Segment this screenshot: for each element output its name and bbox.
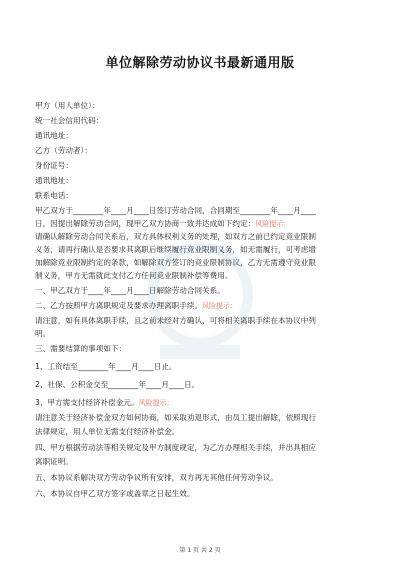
clause-3: 三、需要结算的事项如下： <box>35 344 127 353</box>
contract-date-line: 甲乙双方于________年____月____日签订劳动合同，合同期至________年____月____ <box>35 206 316 215</box>
party-b-label: 乙方（劳动者）： <box>35 146 92 155</box>
party-a-label: 甲方（用人单位）： <box>35 101 100 110</box>
credit-code-label: 统一社会信用代码： <box>35 116 104 125</box>
clause-5: 五、本协议系解决双方劳动争议所有安排，双方再无其他任何劳动争议。 <box>35 473 278 482</box>
party-a-address-label: 通讯地址： <box>35 131 73 140</box>
note-line-4: 制义务，甲方无需就此支付乙方任何竞业限制补偿等费用。 <box>35 271 233 280</box>
clause-3-item-3-line <box>35 398 375 408</box>
clause-2-note-1: 请注意，如有具体离职手续，且之前未经对方确认，可将相关离职手续在本协议中列 <box>35 316 316 325</box>
agreement-intro-line <box>35 219 375 229</box>
clause-3-item-1: 1、工资结至________年____月____日止。 <box>35 362 177 371</box>
note-line-3: 加解除竞业限制约定的条款，如解除双方签订的竞业限制协议，乙方无需遵守竞业限 <box>35 258 316 267</box>
clause-3-item-3: 3、甲方需支付经济补偿金元。 <box>35 398 139 407</box>
document-title: 单位解除劳动协议书最新通用版 <box>105 56 295 71</box>
phone-label: 联系电话： <box>35 191 73 200</box>
clause-4: 四、甲方根据劳动法等相关规定及甲方制度规定，为乙方办理相关手续，并出具相应 <box>35 443 316 452</box>
clause-3-note-2: 法律规定，用人单位无需支付经济补偿金。 <box>35 427 180 436</box>
page-footer: 第 1 页 共 2 页 <box>179 547 221 554</box>
clause-6: 六、本协议自甲乙双方签字或盖章之日起生效。 <box>35 489 195 498</box>
risk-warning-3: 风险提示： <box>138 399 174 407</box>
note-line-1: 请确认解除劳动合同关系后，双方具体权利义务的处理，如双方之前已约定竞业限制 <box>35 232 316 241</box>
clause-2: 二、乙方按照甲方离职规定及要求办理离职手续。 <box>35 301 203 310</box>
risk-warning-1: 风险提示： <box>255 220 291 228</box>
clause-3-note-1: 请注意关于经济补偿金双方如何协商，如采取劝退形式，由员工提出解除，依照现行 <box>35 413 316 422</box>
party-b-address-label: 通讯地址： <box>35 176 73 185</box>
clause-2-note-2: 明。 <box>35 329 51 338</box>
note-line-2: 义务，请再行确认是否要求其离职后继续履行竞业限制义务，如无需履行，可考虑增 <box>35 245 316 254</box>
clause-2-line <box>35 301 375 311</box>
clause-3-item-2: 2、社保、公积金交至________年____月____日。 <box>35 380 200 389</box>
id-number-label: 身份证号： <box>35 161 73 170</box>
clause-1: 一、甲乙双方于____年____月____日解除劳动合同关系。 <box>35 286 225 295</box>
clause-4-cont: 离职证明。 <box>35 457 73 466</box>
agreement-intro-text: 日，因提出解除劳动合同，现甲乙双方协商一致并达成如下约定： <box>35 219 256 228</box>
risk-warning-2: 风险提示： <box>202 302 238 310</box>
